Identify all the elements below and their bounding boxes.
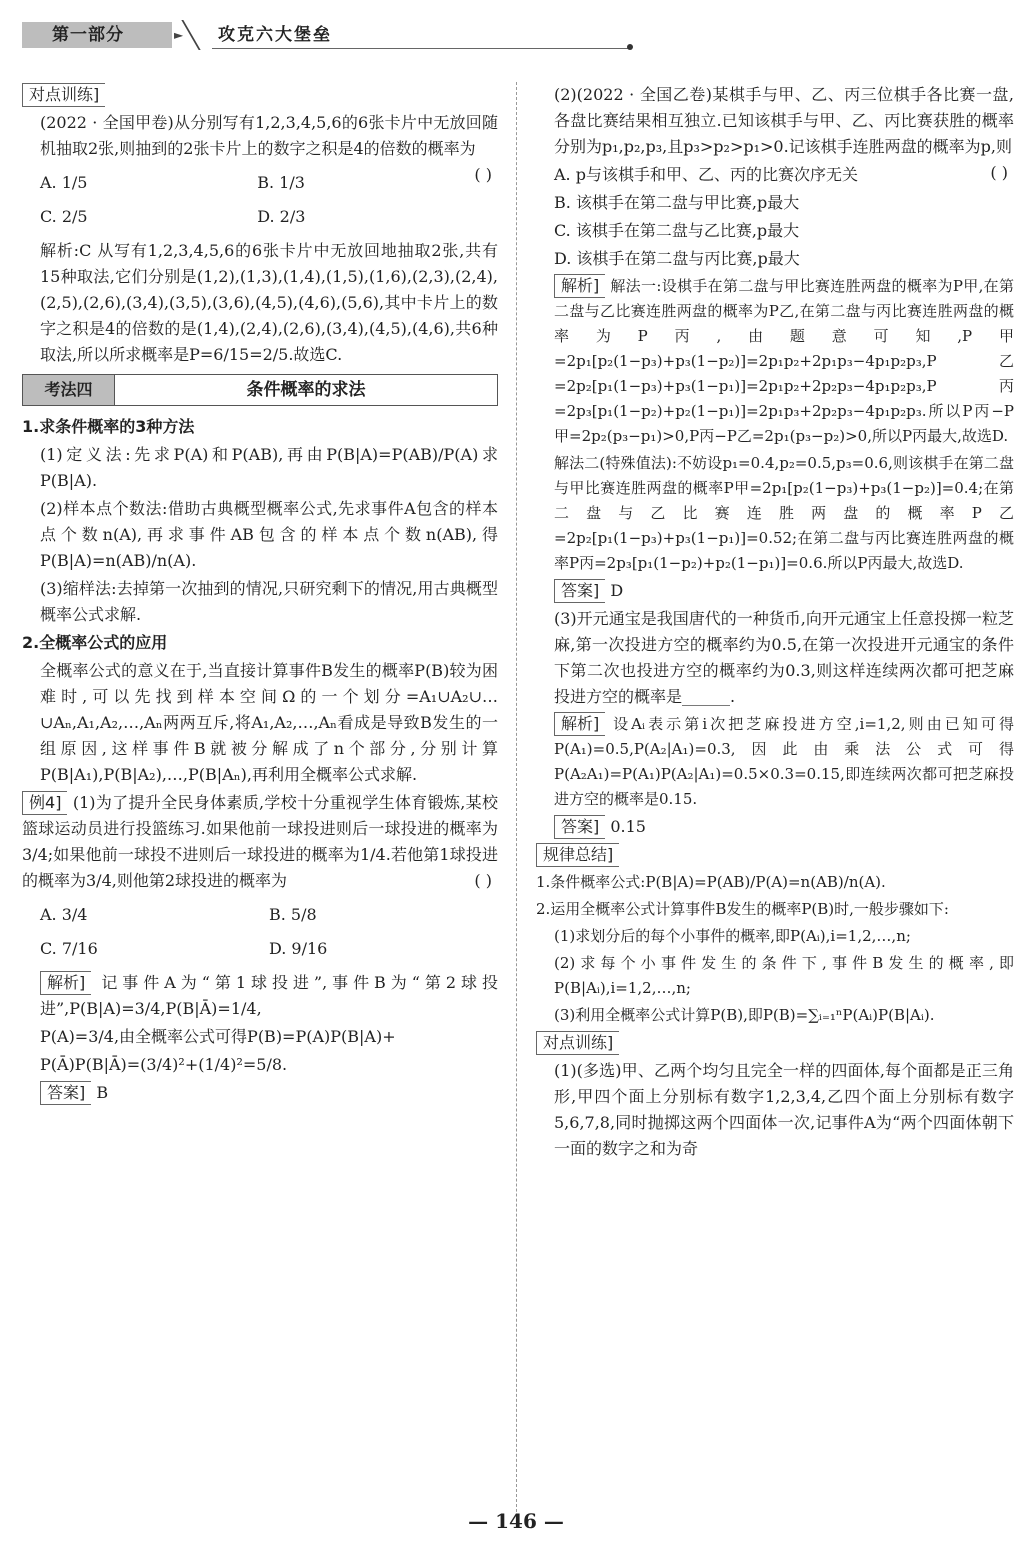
summary-1: 1.条件概率公式:P(B|A)=P(AB)/P(A)=n(AB)/n(A). — [536, 873, 886, 891]
section-tag: 考法四 — [23, 375, 115, 405]
solution-line-1: 记事件A为“第1球投进”,事件B为“第2球投进”,P(B|A)=3/4,P(B|Ā)=1/4, — [40, 973, 498, 1018]
section-header — [22, 374, 498, 406]
answer-tag: 答案 ] — [40, 1081, 91, 1105]
chapter-title: 攻克六大堡垒 — [218, 25, 332, 45]
page-number: — 146 — — [468, 1509, 564, 1533]
training-question: (1)(多选)甲、乙两个均匀且完全一样的四面体,每个面都是正三角形,甲四个面上分别标有数字1,2,3,4,乙四个面上分别标有数字5,6,7,8,同时抛掷这两个四面体一次,记事件A为“两个四面体朝下一面的数字之和为奇 — [554, 1061, 1014, 1158]
play-arrow-icon: ► — [174, 28, 184, 42]
question-3-answer — [536, 814, 1014, 840]
option-b: B. 1/3 — [257, 173, 305, 192]
part-label: 第一部分 — [22, 22, 172, 48]
answer-blank: ( ) — [990, 163, 1008, 182]
option-c: C. 2/5 — [40, 207, 88, 226]
question-1-text: (2022 · 全国甲卷)从分别写有1,2,3,4,5,6的6张卡片中无放回随机抽取2张,则抽到的2张卡片上的数字之积是4的倍数的概率为 — [40, 113, 498, 158]
right-column — [536, 82, 1014, 1164]
example-text: (1)为了提升全民身体素质,学校十分重视学生体育锻炼,某校篮球运动员进行投篮练习.如果他前一球投进则后一球投进的概率为3/4;如果他前一球投不进则后一球投进的概率为1/4.若他第1球投进的概率为3/4,则他第2球投进的概率为 — [22, 793, 498, 890]
question-1-solution: 解析:C 从写有1,2,3,4,5,6的6张卡片中无放回地抽取2张,共有15种取法,它们分别是(1,2),(1,3),(1,4),(1,5),(1,6),(2,3),(2,4),(2,5),(2,6),(3,4),(3,5),(3,6),(4,5),(4,6),(5,6),其中卡片上的数字之积是4的倍数的是(1,4),(2,4),(2,6),(3,4),(4,5),(4,6),共6种取法,所以所求概率是P=6/15=2/5.故选C. — [40, 241, 498, 364]
option-d: D. 2/3 — [257, 207, 306, 226]
method-heading-1: 1.求条件概率的3种方法 — [22, 417, 195, 436]
solution-method-2: 解法二(特殊值法):不妨设p₁=0.4,p₂=0.5,p₃=0.6,则该棋手在第二盘与甲比赛连胜两盘的概率P甲=2p₁[p₂(1−p₃)+p₃(1−p₂)]=0.4;在第二盘与乙比赛连胜两盘的概率P乙=2p₂[p₁(1−p₃)+p₃(1−p₁)]=0.52;在第二盘与丙比赛连胜两盘的概率P丙=2p₃[p₁(1−p₂)+p₂(1−p₁)]=0.6.所以P丙最大,故选D. — [554, 454, 1014, 572]
example-tag: 例4 ] — [22, 791, 67, 815]
answer-tag: 答案 ] — [554, 815, 605, 839]
example-options — [22, 902, 498, 962]
header-rule — [212, 48, 630, 49]
answer-blank: ( ) — [474, 871, 492, 890]
left-column — [22, 82, 498, 1108]
example-answer — [22, 1080, 498, 1106]
option-a: A. 1/5 — [40, 173, 88, 192]
answer-tag: 答案 ] — [554, 579, 605, 603]
question-3: (3)开元通宝是我国唐代的一种货币,向开元通宝上任意投掷一粒芝麻,第一次投进方空的概率约为0.5,在第一次投进开元通宝的条件下第二次也投进方空的概率约为0.3,则这样连续两次都可把芝麻投进方空的概率是______. — [554, 609, 1014, 706]
option-a: A. 3/4 — [40, 905, 88, 924]
question-2-answer — [536, 578, 1014, 604]
summary-2: 2.运用全概率公式计算事件B发生的概率P(B)时,一般步骤如下: — [536, 900, 949, 918]
method-1a: (1)定义法:先求P(A)和P(AB),再由P(B|A)=P(AB)/P(A)求P(B|A). — [40, 445, 498, 490]
answer-value: D — [610, 581, 624, 600]
solution-tag: 解析 ] — [554, 274, 605, 298]
training-tag: 对点训练 ] — [536, 1031, 619, 1055]
solution-text: 设Aᵢ表示第i次把芝麻投进方空,i=1,2,则由已知可得P(A₁)=0.5,P(A₂|A₁)=0.3,因此由乘法公式可得P(A₂A₁)=P(A₁)P(A₂|A₁)=0.5×0.3=0.15,即连续两次都可把芝麻投进方空的概率是0.15. — [554, 715, 1014, 808]
section-title: 条件概率的求法 — [246, 380, 366, 400]
answer-value: 0.15 — [610, 817, 646, 836]
column-divider — [516, 82, 517, 1512]
solution-line-3: P(Ā)P(B|Ā)=(3/4)²+(1/4)²=5/8. — [40, 1055, 288, 1074]
option-d: D. 该棋手在第二盘与丙比赛,p最大 — [554, 249, 800, 268]
method-heading-2: 2.全概率公式的应用 — [22, 633, 168, 652]
solution-tag: 解析 ] — [40, 971, 91, 995]
option-c: C. 该棋手在第二盘与乙比赛,p最大 — [554, 221, 800, 240]
method-1b: (2)样本点个数法:借助古典概型概率公式,先求事件A包含的样本点个数n(A),再求事件AB包含的样本点个数n(AB),得P(B|A)=n(AB)/n(A). — [40, 499, 498, 570]
summary-2c: (3)利用全概率公式计算P(B),即P(B)=∑ᵢ₌₁ⁿP(Aᵢ)P(B|Aᵢ). — [554, 1006, 935, 1024]
method-1c: (3)缩样法:去掉第一次抽到的情况,只研究剩下的情况,用古典概型概率公式求解. — [40, 579, 498, 624]
question-3-solution — [536, 712, 1014, 812]
solution-line-2: P(A)=3/4,由全概率公式可得P(B)=P(A)P(B|A)+ — [40, 1027, 396, 1046]
question-2-text: (2)(2022 · 全国乙卷)某棋手与甲、乙、丙三位棋手各比赛一盘,各盘比赛结果相互独立.已知该棋手与甲、乙、丙比赛获胜的概率分别为p₁,p₂,p₃,且p₃>p₂>p₁>0.记该棋手连胜两盘的概率为p,则 — [554, 85, 1014, 156]
answer-value: B — [96, 1083, 109, 1102]
summary-2a: (1)求划分后的每个小事件的概率,即P(Aᵢ),i=1,2,…,n; — [554, 927, 911, 945]
example-solution — [22, 970, 498, 1022]
summary-tag: 规律总结 ] — [536, 843, 619, 867]
option-d: D. 9/16 — [269, 939, 328, 958]
header-divider — [181, 20, 216, 50]
option-b: B. 5/8 — [269, 905, 317, 924]
summary-2b: (2)求每个小事件发生的条件下,事件B发生的概率,即P(B|Aᵢ),i=1,2,…,n; — [554, 954, 1014, 997]
question-2-solution-1 — [536, 274, 1014, 449]
method-2-text: 全概率公式的意义在于,当直接计算事件B发生的概率P(B)较为困难时,可以先找到样本空间Ω的一个划分=A₁∪A₂∪…∪Aₙ,A₁,A₂,…,Aₙ两两互斥,将A₁,A₂,…,Aₙ看成是导致B发生的一组原因,这样事件B就被分解成了n个部分,分别计算P(B|A₁),P(B|A₂),…,P(B|Aₙ),再利用全概率公式求解. — [40, 661, 498, 784]
option-a: A. p与该棋手和甲、乙、丙的比赛次序无关 — [554, 165, 858, 184]
answer-blank: ( ) — [474, 165, 492, 184]
question-1-options — [22, 170, 474, 230]
example-4 — [22, 790, 498, 894]
option-c: C. 7/16 — [40, 939, 98, 958]
option-b: B. 该棋手在第二盘与甲比赛,p最大 — [554, 193, 800, 212]
header-dot — [627, 44, 633, 50]
solution-method-1: 解法一:设棋手在第二盘与甲比赛连胜两盘的概率为P甲,在第二盘与乙比赛连胜两盘的概率为P乙,在第二盘与丙比赛连胜两盘的概率为P丙,由题意可知,P甲=2p₁[p₂(1−p₃)+p₃(1−p₂)]=2p₁p₂+2p₁p₃−4p₁p₂p₃,P乙=2p₂[p₁(1−p₃)+p₃(1−p₁)]=2p₁p₂+2p₂p₃−4p₁p₂p₃,P丙=2p₃[p₁(1−p₂)+p₂(1−p₁)]=2p₁p₃+2p₂p₃−4p₁p₂p₃.所以P丙−P甲=2p₂(p₃−p₁)>0,P丙−P乙=2p₁(p₃−p₂)>0,所以P丙最大,故选D. — [554, 277, 1014, 445]
training-tag: 对点训练 ] — [22, 83, 105, 107]
solution-tag: 解析 ] — [554, 712, 605, 736]
page-header — [22, 20, 634, 50]
